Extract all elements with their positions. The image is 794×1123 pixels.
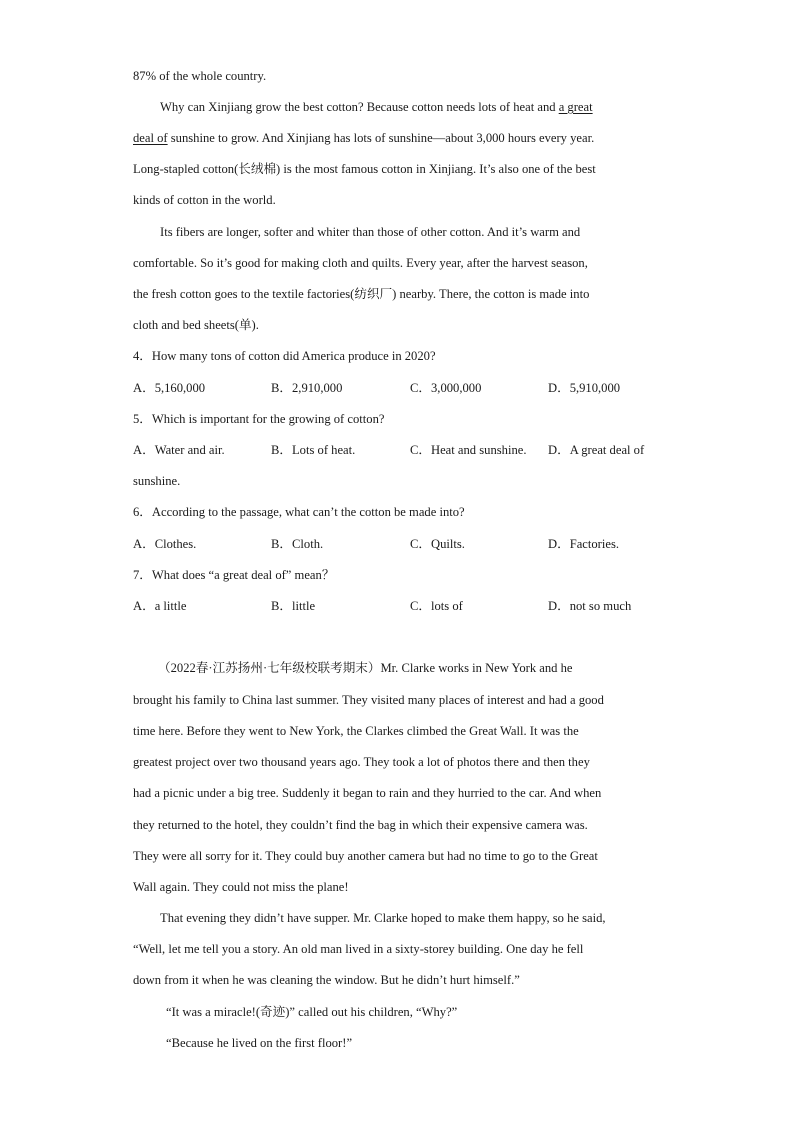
- option-wrap: sunshine.: [133, 474, 181, 488]
- passage-line: They were all sorry for it. They could buy another camera but had no time to go to the Great: [133, 849, 598, 863]
- passage-text: sunshine to grow. And Xinjiang has lots of sunshine—about 3,000 hours every year.: [167, 131, 595, 145]
- passage-line: greatest project over two thousand years ago. They took a lot of photos there and then they: [133, 755, 590, 769]
- passage-text: Why can Xinjiang grow the best cotton? Because cotton needs lots of heat and: [160, 100, 559, 114]
- passage-line: down from it when he was cleaning the window. But he didn’t hurt himself.”: [133, 973, 520, 987]
- underlined-phrase: a great: [558, 100, 593, 114]
- passage-line: [160, 99, 690, 115]
- option-b: B．little: [271, 599, 316, 613]
- question-options: [133, 380, 663, 396]
- question-stem: 7．What does “a great deal of” mean？: [133, 568, 335, 582]
- option-c: C．Quilts.: [410, 537, 465, 551]
- option-b: B．Lots of heat.: [271, 443, 356, 457]
- passage-line: “Well, let me tell you a story. An old man lived in a sixty-storey building. One day he fell: [133, 942, 584, 956]
- passage-line: brought his family to China last summer. They visited many places of interest and had a good: [133, 693, 604, 707]
- option-c: C．3,000,000: [410, 381, 482, 395]
- question-options: [133, 598, 663, 614]
- option-b: B．2,910,000: [271, 381, 343, 395]
- passage-line: “Because he lived on the first floor!”: [166, 1036, 353, 1050]
- passage-line: cloth and bed sheets(单).: [133, 318, 259, 332]
- passage-line: That evening they didn’t have supper. Mr. Clarke hoped to make them happy, so he said,: [160, 911, 606, 925]
- option-c: C．Heat and sunshine.: [410, 443, 527, 457]
- passage-line: time here. Before they went to New York, the Clarkes climbed the Great Wall. It was the: [133, 724, 579, 738]
- option-d: D．Factories.: [548, 537, 619, 551]
- passage-source-line: （2022春·江苏扬州·七年级校联考期末）Mr. Clarke works in New York and he: [158, 661, 573, 675]
- question-options: [133, 536, 663, 552]
- option-d: D．5,910,000: [548, 381, 621, 395]
- passage-line: had a picnic under a big tree. Suddenly it began to rain and they hurried to the car. And when: [133, 786, 602, 800]
- option-a: A．a little: [133, 599, 187, 613]
- option-a: A．Clothes.: [133, 537, 197, 551]
- question-options: [133, 442, 663, 458]
- option-d: D．A great deal of: [548, 443, 645, 457]
- passage-line: Long-stapled cotton(长绒棉) is the most famous cotton in Xinjiang. It’s also one of the best: [133, 162, 596, 176]
- underlined-phrase: deal of: [133, 131, 168, 145]
- option-d: D．not so much: [548, 599, 632, 613]
- question-stem: 6．According to the passage, what can’t the cotton be made into?: [133, 505, 465, 519]
- passage-line: they returned to the hotel, they couldn’t find the bag in which their expensive camera was.: [133, 818, 588, 832]
- passage-line: 87% of the whole country.: [133, 69, 267, 83]
- passage-line: Wall again. They could not miss the plane!: [133, 880, 349, 894]
- passage-line: [133, 130, 663, 146]
- passage-line: the fresh cotton goes to the textile factories(纺织厂) nearby. There, the cotton is made into: [133, 287, 590, 301]
- option-a: A．5,160,000: [133, 381, 206, 395]
- option-c: C．lots of: [410, 599, 463, 613]
- passage-line: kinds of cotton in the world.: [133, 193, 276, 207]
- passage-line: “It was a miracle!(奇迹)” called out his children, “Why?”: [166, 1005, 458, 1019]
- passage-line: comfortable. So it’s good for making cloth and quilts. Every year, after the harvest season,: [133, 256, 588, 270]
- option-a: A．Water and air.: [133, 443, 225, 457]
- option-b: B．Cloth.: [271, 537, 324, 551]
- question-stem: 5．Which is important for the growing of cotton?: [133, 412, 385, 426]
- passage-line: Its fibers are longer, softer and whiter than those of other cotton. And it’s warm and: [160, 225, 581, 239]
- question-stem: 4．How many tons of cotton did America produce in 2020?: [133, 349, 436, 363]
